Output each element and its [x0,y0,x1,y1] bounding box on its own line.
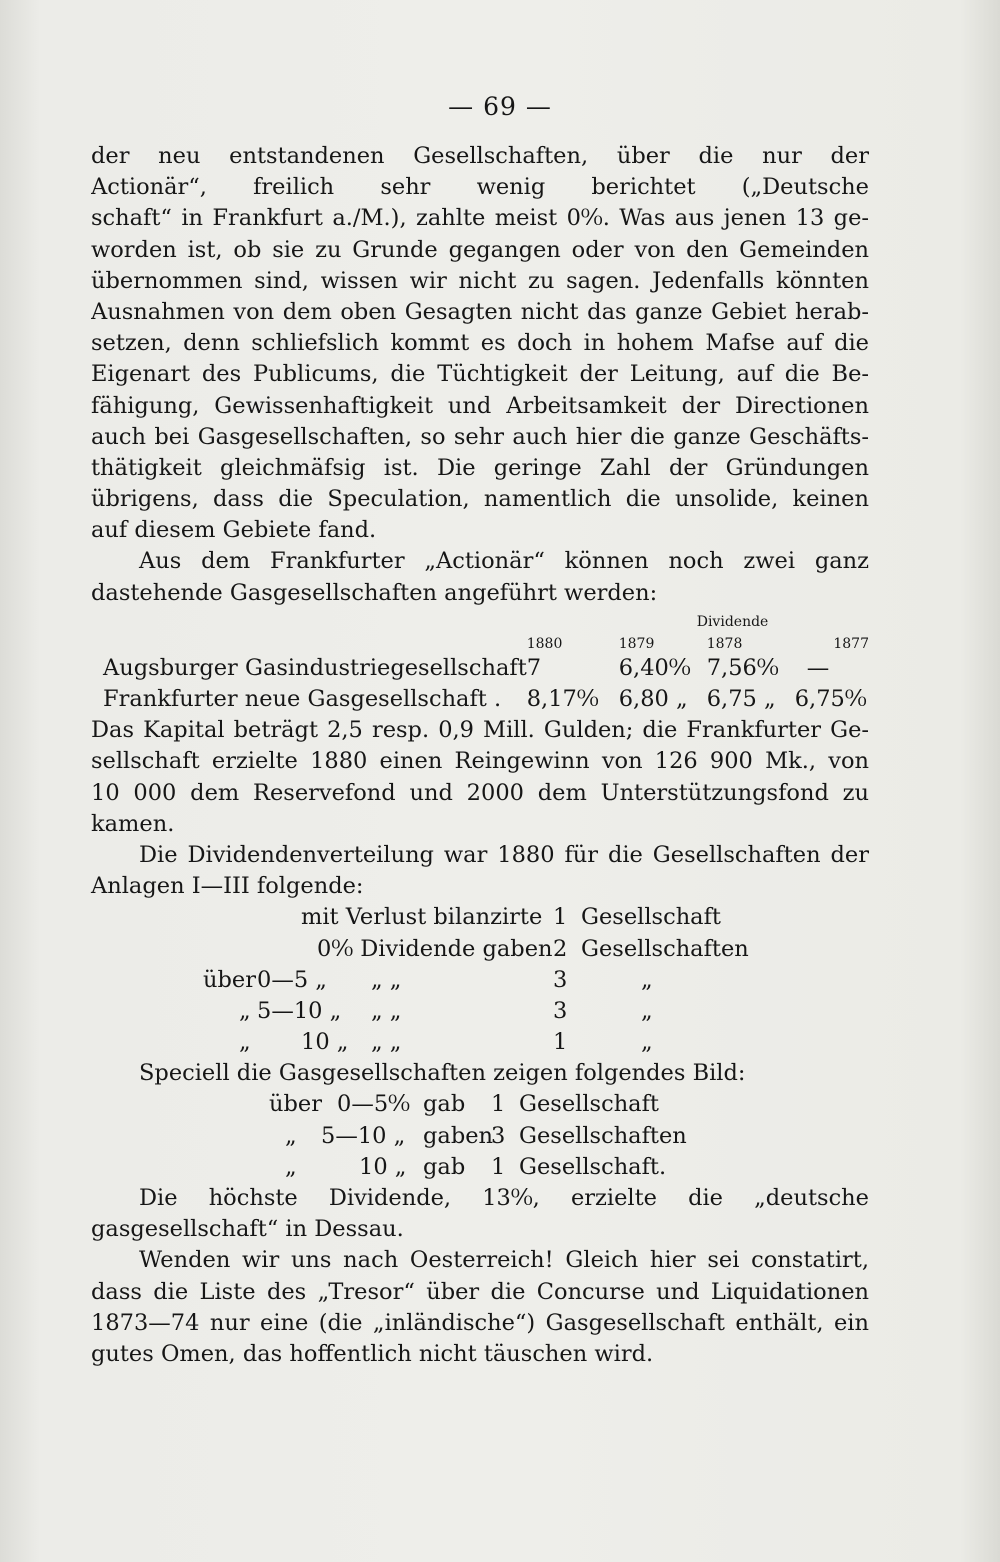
distribution-noun: „ [641,966,653,993]
distribution-count: 3 [553,966,568,993]
distribution-prefix: über [203,966,256,993]
company-name: Augsburger Gasindustriegesellschaft [103,654,527,681]
dividend-value: — [806,654,830,681]
text-line: schaft“ in Frankfurt a./M.), zahlte meist 0⁰⁄₀. Was aus jenen 13 ge- [91,205,869,232]
distribution-count: 3 [553,997,568,1024]
table-row [91,684,869,715]
distribution-count: 1 [491,1091,506,1118]
page-number: — 69 — [448,92,552,121]
distribution-verb: gab [423,1091,466,1118]
paragraph-6 [91,1183,869,1245]
distribution-prefix: „ [239,1029,251,1056]
distribution-list-gas [91,1089,869,1183]
text-line: Wenden wir uns nach Oesterreich! Gleich hier sei constatirt, [139,1247,869,1274]
dividend-value: 7 [526,654,542,681]
dividend-value: 6,75 „ [706,686,776,713]
text-line: 1873—74 nur eine (die „inländische“) Gasgesellschaft enthält, ein [91,1309,869,1336]
text-line: Die Dividendenverteilung war 1880 für die Gesellschaften der [139,841,869,868]
distribution-prefix: „ [285,1153,297,1180]
text-line: übernommen sind, wissen wir nicht zu sagen. Jedenfalls könnten [91,267,869,294]
ditto-marks: „ „ [371,1029,402,1056]
distribution-range: 5—10 „ [257,997,342,1024]
text-line: worden ist, ob sie zu Grunde gegangen oder von den Gemeinden [91,236,869,263]
text-line: Actionär“, freilich sehr wenig berichtet („Deutsche [91,174,869,201]
text-line: dass die Liste des „Tresor“ über die Concurse und Liquidationen [91,1278,869,1305]
text-line: Ausnahmen von dem oben Gesagten nicht das ganze Gebiet herab- [91,298,869,325]
distribution-label: 0⁰⁄₀ Dividende gaben [317,935,553,962]
list-item [91,934,869,965]
year-header: 1880 [526,635,563,652]
text-line: kamen. [91,810,175,837]
text-line: Anlagen I—III folgende: [91,873,364,900]
paragraph-7 [91,1245,869,1370]
dividend-value: 6,75⁰⁄₀ [794,686,867,713]
distribution-prefix: „ [285,1122,297,1149]
text-line: sellschaft erzielte 1880 einen Reingewinn von 126 900 Mk., von [91,748,869,775]
dividend-table [91,609,869,715]
text-line: auch bei Gasgesellschaften, so sehr auch hier die ganze Geschäfts- [91,423,869,450]
year-header: 1877 [833,635,869,652]
distribution-count: 1 [553,904,568,931]
paragraph-3 [91,715,869,840]
ditto-marks: „ „ [371,997,402,1024]
distribution-prefix: über [269,1091,322,1118]
distribution-range: 10 „ [359,1153,407,1180]
list-item [91,1089,869,1120]
text-line: Das Kapital beträgt 2,5 resp. 0,9 Mill. Gulden; die Frankfurter Ge- [91,717,869,744]
distribution-noun: Gesellschaft [581,904,721,931]
list-item [91,1027,869,1058]
distribution-range: 10 „ [301,1029,349,1056]
distribution-range: 0—5 „ [257,966,327,993]
list-item [91,965,869,996]
list-item [91,902,869,933]
text-line: gutes Omen, das hoffentlich nicht täuschen wird. [91,1340,654,1367]
text-line: Eigenart des Publicums, die Tüchtigkeit der Leitung, auf die Be- [91,361,869,388]
distribution-noun: „ [641,1029,653,1056]
distribution-count: 1 [491,1153,506,1180]
company-name: Frankfurter neue Gasgesellschaft . [103,686,502,713]
distribution-noun: Gesellschaften [519,1122,687,1149]
distribution-verb: gab [423,1153,466,1180]
distribution-prefix: „ [239,997,251,1024]
text-line: fähigung, Gewissenhaftigkeit und Arbeitsamkeit der Directionen [91,392,869,419]
distribution-verb: gaben [423,1122,494,1149]
distribution-count: 1 [553,1029,568,1056]
distribution-range: 0—5⁰⁄₀ [337,1091,410,1118]
text-line: setzen, denn schliefslich kommt es doch in hohem Mafse auf die [91,330,869,357]
distribution-count: 2 [553,935,568,962]
text-line: gasgesellschaft“ in Dessau. [91,1216,404,1243]
list-item [91,996,869,1027]
table-row [91,653,869,684]
distribution-noun: Gesellschaft. [519,1153,667,1180]
year-header: 1878 [706,635,743,652]
text-line: Die höchste Dividende, 13⁰⁄₀, erzielte die „deutsche [139,1185,869,1212]
distribution-range: 5—10 „ [321,1122,406,1149]
distribution-list-all [91,902,869,1058]
dividend-value: 6,80 „ [618,686,688,713]
text-line: übrigens, dass die Speculation, namentlich die unsolide, keinen [91,486,869,513]
body-text [91,141,869,1370]
dividend-value: 8,17⁰⁄₀ [526,686,599,713]
paragraph-1 [91,141,869,546]
distribution-noun: Gesellschaft [519,1091,659,1118]
paragraph-5: Speciell die Gasgesellschaften zeigen folgendes Bild: [139,1060,746,1087]
text-line: auf diesem Gebiete fand. [91,517,377,544]
distribution-count: 3 [491,1122,506,1149]
year-header: 1879 [618,635,655,652]
dividend-value: 6,40⁰⁄₀ [618,654,691,681]
paragraph-4 [91,840,869,902]
text-line: 10 000 dem Reservefond und 2000 dem Unterstützungsfond zu [91,779,869,806]
text-line: thätigkeit gleichmäfsig ist. Die geringe Zahl der Gründungen [91,454,869,481]
text-line: der neu entstandenen Gesellschaften, über die nur der [91,143,869,169]
distribution-noun: Gesellschaften [581,935,749,962]
distribution-noun: „ [641,997,653,1024]
ditto-marks: „ „ [371,966,402,993]
list-item [91,1121,869,1152]
text-line: dastehende Gasgesellschaften angeführt werden: [91,579,658,606]
distribution-label: mit Verlust bilanzirte [301,904,543,931]
text-line: Aus dem Frankfurter „Actionär“ können noch zwei ganz [139,548,869,575]
dividend-header: Dividende [696,613,769,630]
dividend-value: 7,56⁰⁄₀ [706,654,779,681]
list-item [91,1152,869,1183]
paragraph-2 [91,546,869,608]
